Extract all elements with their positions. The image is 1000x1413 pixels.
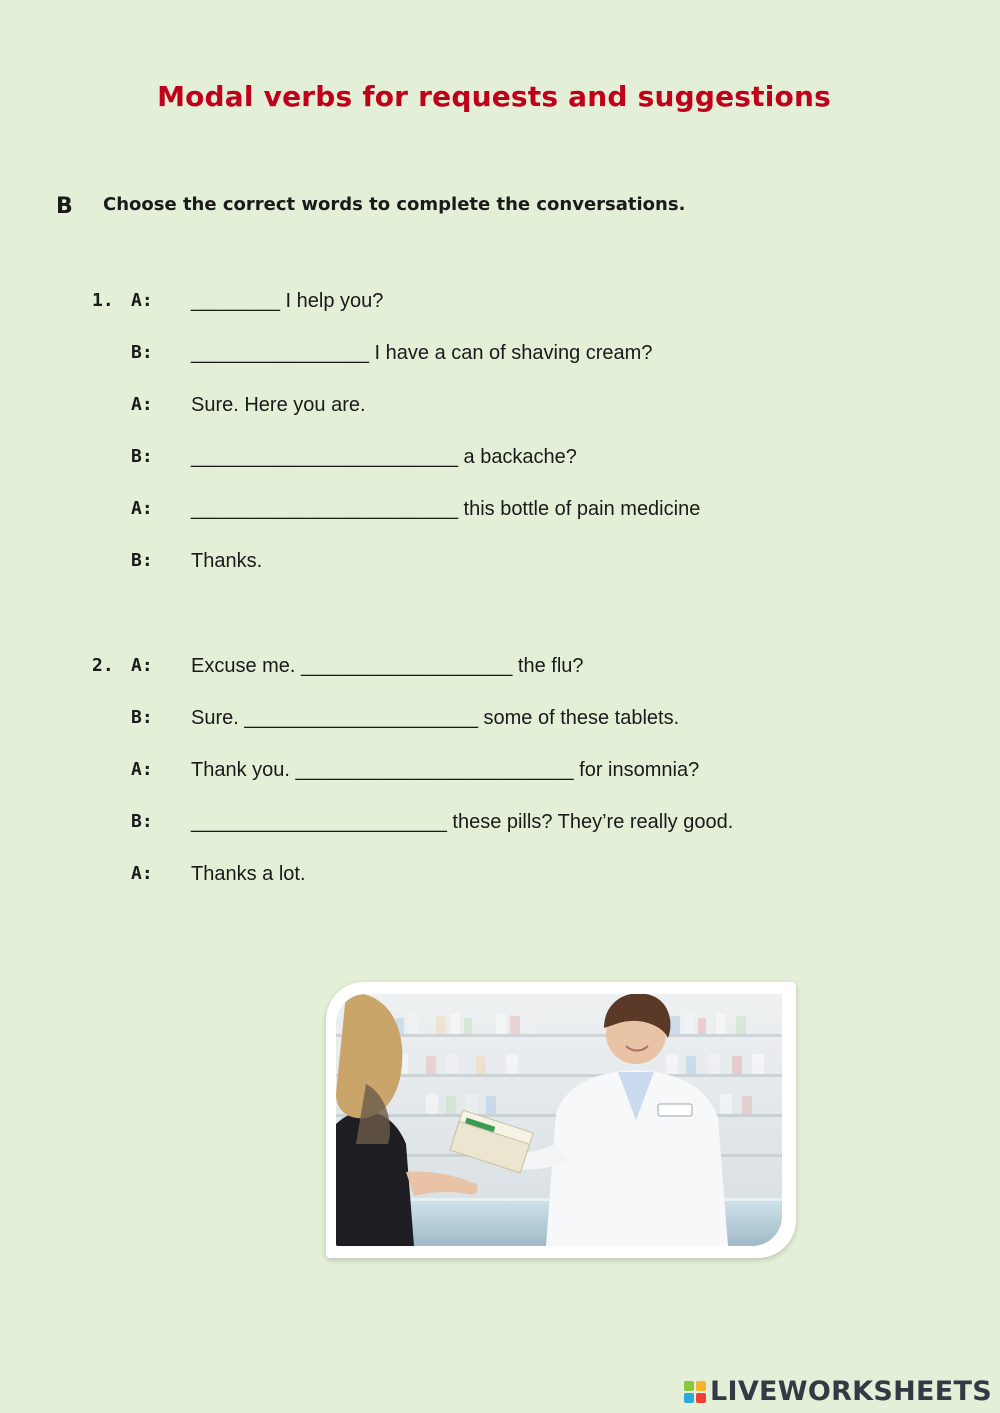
dialogue-line bbox=[0, 811, 900, 841]
dialogue-text: Excuse me. ___________________ the flu? bbox=[191, 655, 584, 677]
dialogue-text: ________________ I have a can of shaving cream? bbox=[191, 342, 653, 364]
dialogue-text: Sure. Here you are. bbox=[191, 394, 366, 416]
dialogue-line bbox=[0, 446, 900, 476]
instruction-text: Choose the correct words to complete the conversations. bbox=[103, 194, 686, 215]
dialogue-line bbox=[0, 655, 900, 685]
dialogue-text: Thank you. _________________________ for insomnia? bbox=[191, 759, 700, 781]
logo-square-green bbox=[684, 1381, 694, 1391]
speaker-label: B: bbox=[131, 342, 153, 363]
pharmacy-photo-frame bbox=[326, 982, 796, 1258]
speaker-label: A: bbox=[131, 863, 153, 884]
dialogue-line bbox=[0, 498, 900, 528]
worksheet-title: Modal verbs for requests and suggestions bbox=[157, 80, 831, 113]
dialogue-text: Thanks a lot. bbox=[191, 863, 306, 885]
pharmacy-photo bbox=[336, 994, 782, 1246]
dialogue-line bbox=[0, 759, 900, 789]
conversation-number: 1. bbox=[92, 290, 114, 311]
speaker-label: A: bbox=[131, 759, 153, 780]
liveworksheets-logo bbox=[684, 1376, 992, 1407]
speaker-label: A: bbox=[131, 290, 153, 311]
dialogue-line bbox=[0, 863, 900, 893]
dialogue-line bbox=[0, 342, 900, 372]
speaker-label: B: bbox=[131, 707, 153, 728]
speaker-label: B: bbox=[131, 446, 153, 467]
dialogue-text: _______________________ these pills? They’re really good. bbox=[191, 811, 734, 833]
dialogue-line bbox=[0, 290, 900, 320]
dialogue-text: Thanks. bbox=[191, 550, 263, 572]
speaker-label: A: bbox=[131, 655, 153, 676]
dialogue-text: ________ I help you? bbox=[191, 290, 384, 312]
pharmacy-illustration bbox=[336, 994, 782, 1246]
dialogue-text: Sure. _____________________ some of these tablets. bbox=[191, 707, 680, 729]
dialogue-text: ________________________ a backache? bbox=[191, 446, 577, 468]
speaker-label: A: bbox=[131, 394, 153, 415]
dialogue-line bbox=[0, 394, 900, 424]
dialogue-line bbox=[0, 550, 900, 580]
dialogue-line bbox=[0, 707, 900, 737]
conversation-number: 2. bbox=[92, 655, 114, 676]
logo-square-blue bbox=[684, 1393, 694, 1403]
logo-square-yellow bbox=[696, 1381, 706, 1391]
speaker-label: B: bbox=[131, 550, 153, 571]
logo-icon bbox=[684, 1381, 706, 1403]
logo-square-red bbox=[696, 1393, 706, 1403]
speaker-label: A: bbox=[131, 498, 153, 519]
speaker-label: B: bbox=[131, 811, 153, 832]
section-letter: B bbox=[56, 194, 73, 219]
brand-name: LIVEWORKSHEETS bbox=[709, 1376, 992, 1407]
dialogue-text: ________________________ this bottle of pain medicine bbox=[191, 498, 701, 520]
